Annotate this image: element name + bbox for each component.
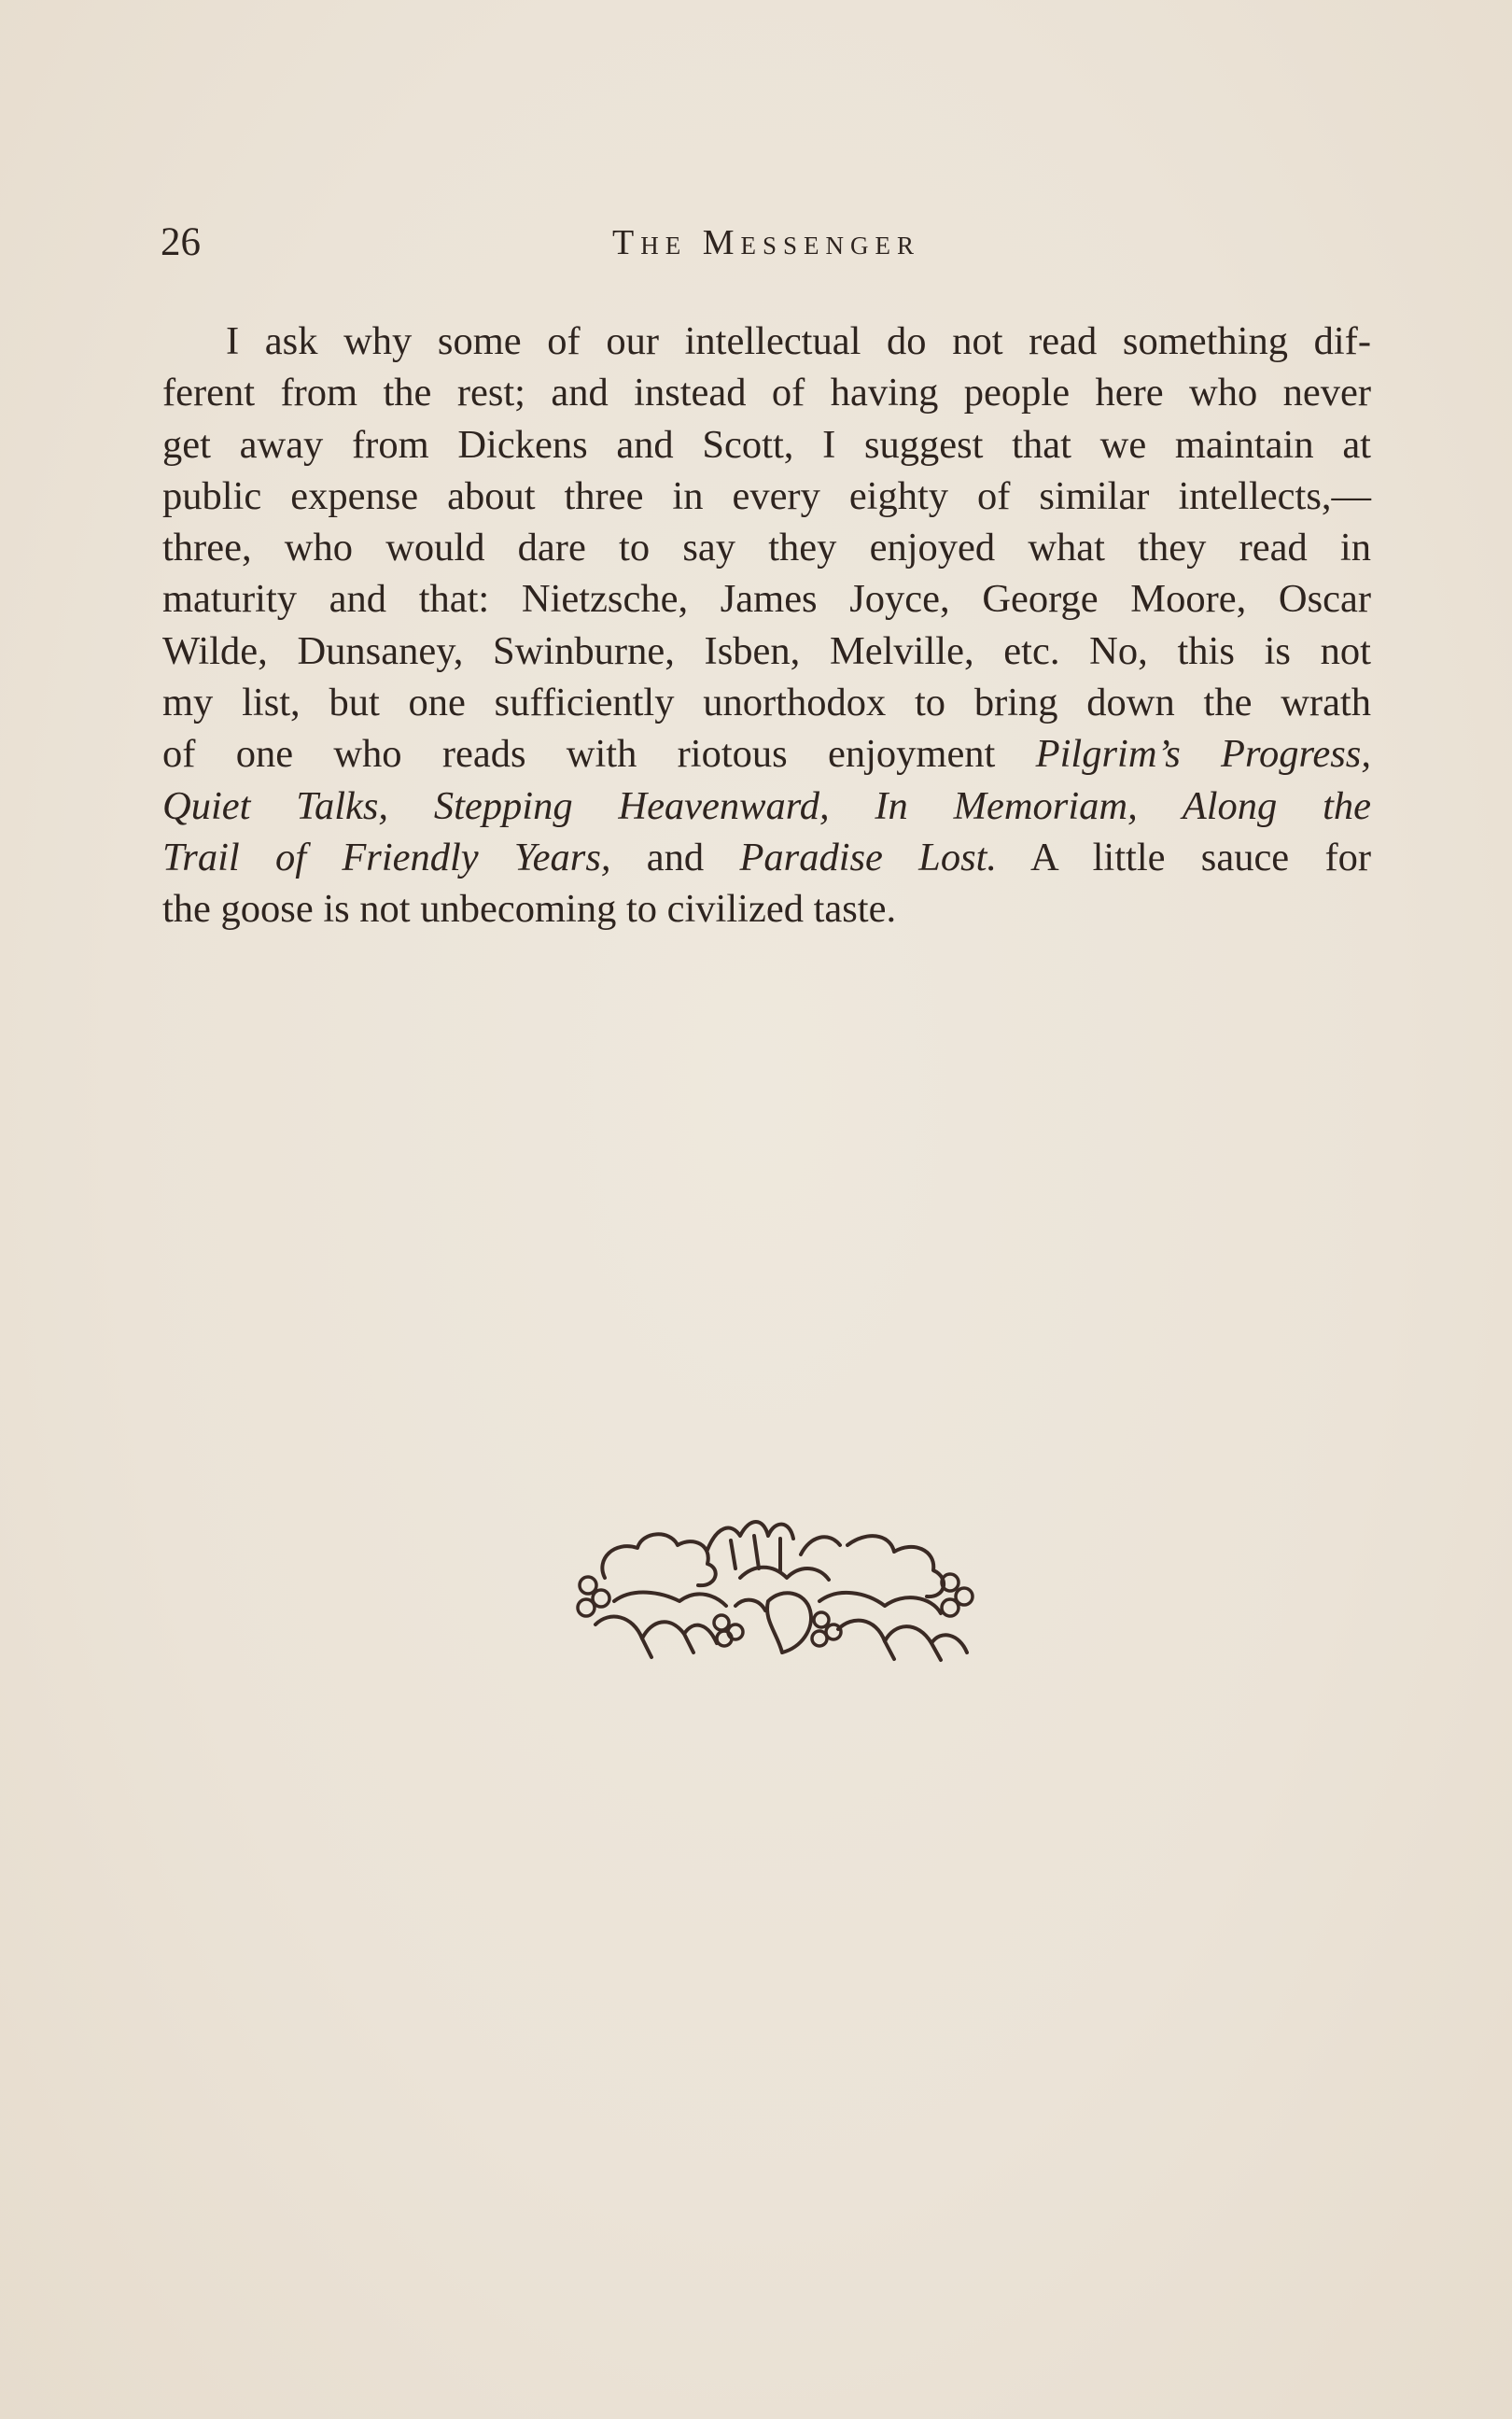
text-run: ferent from the rest; and instead of having people here who never bbox=[162, 371, 1371, 415]
page-header bbox=[161, 217, 1372, 273]
italic-title-text: Pilgrim’s Progress, bbox=[1035, 732, 1371, 777]
text-run: and bbox=[610, 835, 740, 879]
italic-title-text: Trail of Friendly Years, bbox=[162, 835, 611, 879]
text-run: my list, but one sufficiently unorthodox to bring down the wrath bbox=[162, 681, 1371, 725]
text-line bbox=[162, 883, 1371, 935]
text-run: the goose is not unbecoming to civilized taste. bbox=[162, 887, 897, 932]
text-run: I ask why some of our intellectual do not read something dif- bbox=[226, 319, 1371, 363]
text-line bbox=[162, 781, 1371, 832]
text-line bbox=[162, 677, 1371, 728]
text-line bbox=[162, 471, 1371, 522]
text-line bbox=[162, 419, 1371, 471]
text-run: of one who reads with riotous enjoyment bbox=[162, 732, 1036, 777]
grape-vine-ornament-icon bbox=[567, 1512, 978, 1664]
text-line bbox=[162, 573, 1371, 625]
italic-title-text: Paradise Lost. bbox=[739, 835, 998, 879]
text-run: A little sauce for bbox=[997, 835, 1372, 879]
text-line bbox=[162, 626, 1371, 677]
page-number: 26 bbox=[161, 220, 201, 264]
text-run: three, who would dare to say they enjoyed what they read in bbox=[162, 526, 1371, 570]
text-line bbox=[162, 367, 1371, 418]
text-line bbox=[162, 728, 1371, 780]
italic-title-text: Quiet Talks, Stepping Heavenward, In Memoriam, Along the bbox=[162, 783, 1371, 828]
text-run: get away from Dickens and Scott, I suggest that we maintain at bbox=[162, 422, 1371, 467]
text-run: maturity and that: Nietzsche, James Joyce, George Moore, Oscar bbox=[162, 577, 1371, 622]
body-paragraph bbox=[162, 316, 1371, 935]
text-line bbox=[162, 522, 1371, 573]
text-run: public expense about three in every eighty of similar intellects,— bbox=[162, 473, 1371, 518]
text-run: Wilde, Dunsaney, Swinburne, Isben, Melville, etc. No, this is not bbox=[162, 628, 1371, 673]
text-line bbox=[162, 316, 1371, 367]
running-head: The Messenger bbox=[611, 223, 920, 262]
text-line bbox=[162, 832, 1371, 883]
